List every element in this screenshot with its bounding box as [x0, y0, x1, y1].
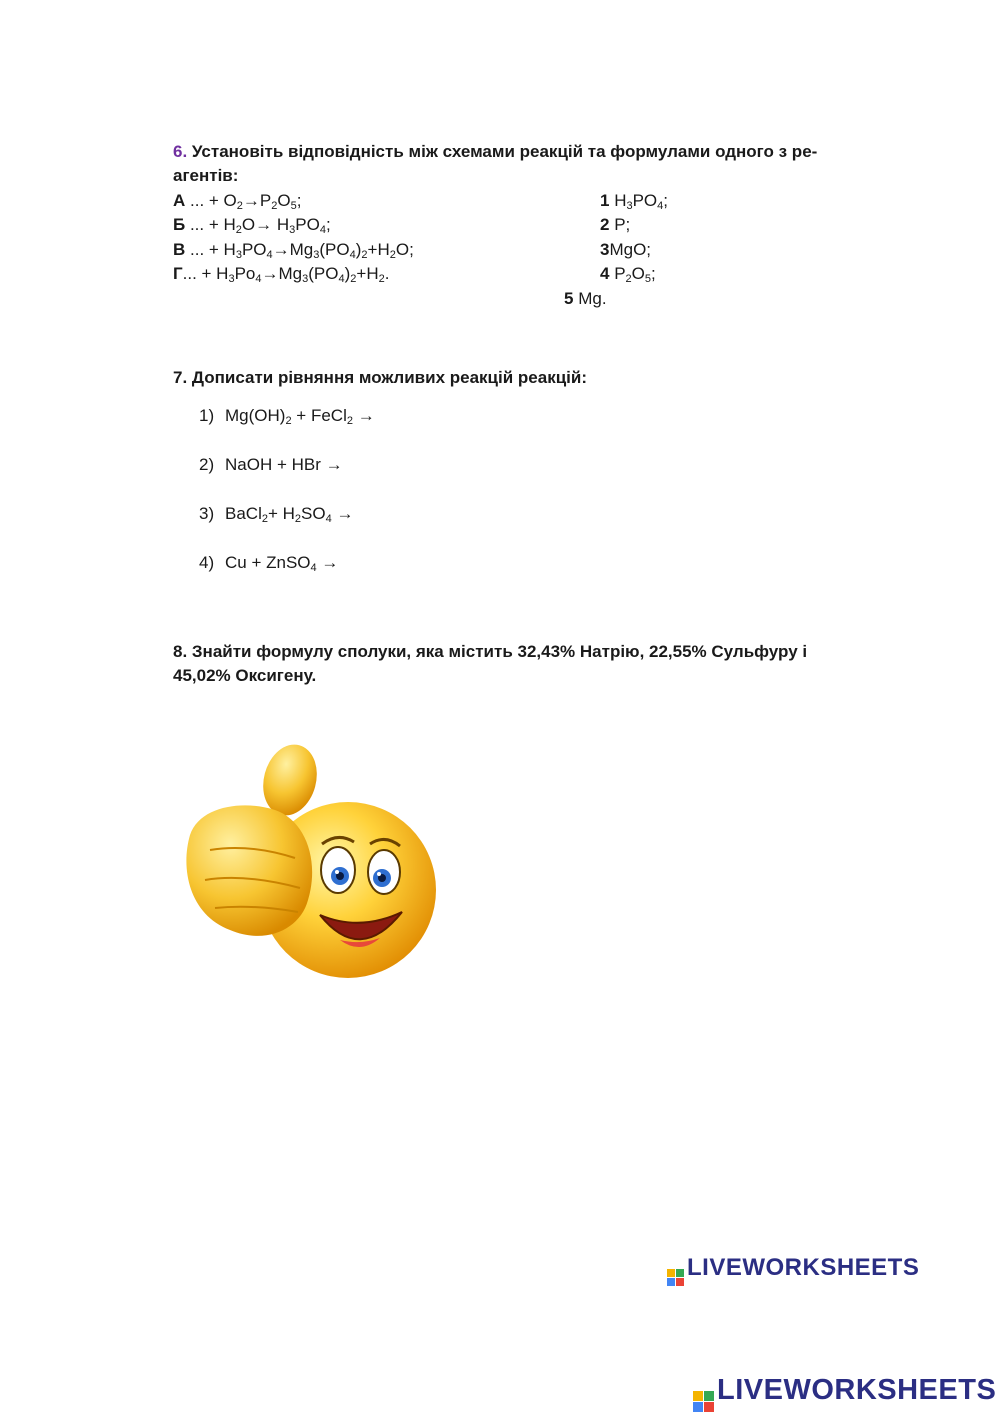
equation-1: 1) $Mg(OH)_2$ + FeCl$_2$ →: [199, 406, 375, 427]
option-1: 1 $H_3PO_4$;: [600, 191, 669, 212]
q6-number: 6.: [173, 142, 188, 161]
q7-title: 7. Дописати рівняння можливих реакцій реакцій:: [173, 368, 587, 387]
q6-title: [173, 140, 817, 164]
option-3: 3MgO;: [600, 240, 652, 259]
q6-title-line1: Установіть відповідність між схемами реакцій та формулами одного з ре-: [191, 142, 818, 161]
equation-3: 3) BaCl$_2$+ $H_2SO_4$ →: [199, 504, 354, 525]
logo-mark-icon: [667, 1269, 684, 1286]
option-2: 2 P;: [600, 215, 631, 234]
liveworksheets-logo-small: LIVEWORKSHEETS: [667, 1254, 919, 1286]
scheme-b: Б ... + $H_2O\to H_3PO_4$;: [173, 215, 331, 236]
logo-mark-icon: [693, 1391, 714, 1412]
equation-4: 4) Cu + ZnSO$_4$ →: [199, 553, 339, 574]
option-5: 5 Mg.: [564, 289, 607, 308]
scheme-g: Г... + $H_3Po_4\to Mg_3(PO_4)_2+H_2$.: [173, 264, 390, 285]
q8-line1: 8. Знайти формулу сполуки, яка містить 32,43% Натрію, 22,55% Сульфуру і: [173, 642, 808, 661]
option-4: 4 $P_2O_5$;: [600, 264, 656, 285]
q8-line2: 45,02% Оксигену.: [173, 666, 317, 685]
thumbs-up-smiley-icon: [170, 740, 440, 995]
scheme-v: В ... + $H_3PO_4\to Mg_3(PO_4)_2+H_2O$;: [173, 240, 414, 261]
equation-2: 2) NaOH + HBr →: [199, 455, 343, 474]
scheme-a: А ... + $O_2\to P_2O_5$;: [173, 191, 302, 212]
q6-title-line2: агентів:: [173, 166, 239, 185]
liveworksheets-logo-large: LIVEWORKSHEETS: [693, 1374, 996, 1412]
